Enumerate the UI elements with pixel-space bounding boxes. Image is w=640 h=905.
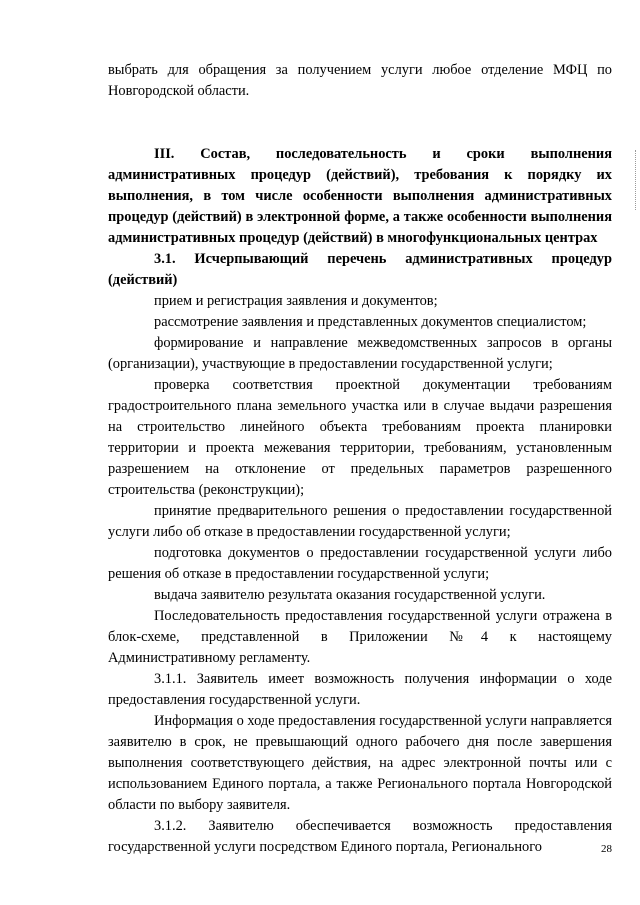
page-number: 28	[601, 843, 612, 855]
list-item: рассмотрение заявления и представленных документов специалистом;	[154, 314, 587, 330]
subsection-heading: 3.1. Исчерпывающий перечень административных процедур (действий)	[108, 251, 612, 288]
paragraph: 3.1.1. Заявитель имеет возможность получения информации о ходе предоставления государственной услуги.	[108, 671, 612, 708]
paragraph-intro: выбрать для обращения за получением услуги любое отделение МФЦ по Новгородской области.	[108, 62, 612, 99]
paragraph: Последовательность предоставления государственной услуги отражена в блок-схеме, представленной в Приложении №4 к настоящему Административному регламенту.	[108, 608, 612, 666]
margin-scan-marks	[631, 150, 636, 210]
list-item: прием и регистрация заявления и документов;	[154, 293, 438, 309]
list-item: проверка соответствия проектной документации требованиям градостроительного плана земельного участка или в случае выдачи разрешения на строительство линейного объекта требованиям проекта планировки территории и проекта межевания территории, требованиям, установленным разрешением на отклонение от предельных параметров разрешенного строительства (реконструкции);	[108, 377, 612, 498]
document-body	[108, 60, 612, 858]
paragraph: Информация о ходе предоставления государственной услуги направляется заявителю в срок, не превышающий одного рабочего дня после завершения выполнения соответствующего действия, на адрес электронной почты или с использованием Единого портала, а также Регионального портала Новгородской области по выбору заявителя.	[108, 713, 612, 813]
list-item: формирование и направление межведомственных запросов в органы (организации), участвующие в предоставлении государственной услуги;	[108, 335, 612, 372]
spacer	[108, 123, 612, 144]
section-heading: III. Состав, последовательность и сроки выполнения административных процедур (действий), требования к порядку их выполнения, в том числе особенности выполнения административных процедур (действий) в электронной форме, а также особенности выполнения административных процедур (действий) в многофункциональных центрах	[108, 146, 612, 246]
list-item: принятие предварительного решения о предоставлении государственной услуги либо об отказе в предоставлении государственной услуги;	[108, 503, 612, 540]
paragraph: 3.1.2. Заявителю обеспечивается возможность предоставления государственной услуги посредством Единого портала, Регионального	[108, 818, 612, 855]
spacer	[108, 102, 612, 123]
list-item: подготовка документов о предоставлении государственной услуги либо решения об отказе в предоставлении государственной услуги;	[108, 545, 612, 582]
list-item: выдача заявителю результата оказания государственной услуги.	[154, 587, 546, 603]
